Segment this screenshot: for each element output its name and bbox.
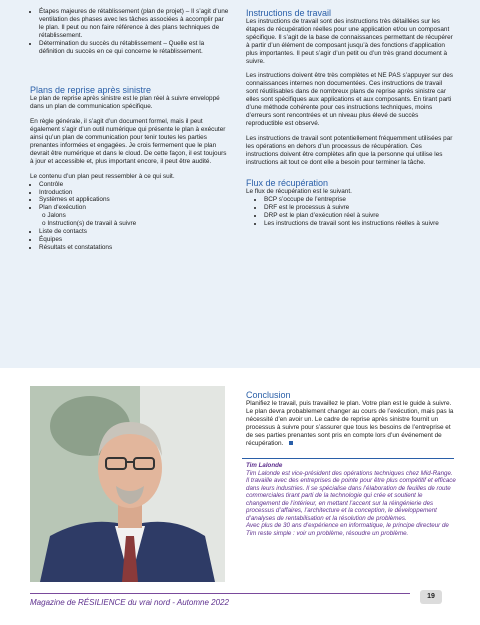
paragraph: Les instructions de travail sont potentiellement fréquemment utilisées par les opérations en dehors d’un processus de récupération. Ces instructions doivent être complètes afin que la personne qui utilise les instructions ait tout ce dont elle a besoin pour terminer la tâche. [246,134,453,166]
conclusion-text: Planifiez le travail, puis travaillez le plan. Votre plan est le guide à suivre. Le plan devra probablement changer au cours de l’exécution, mais pas la nécessité d’en avoir un. Le cadre de reprise après sinistre fournit un processus à suivre pour s’assurer que tous les besoins de l’entreprise et de ses parties prenantes sont pris en compte lors d’un événement de récupération. [246,400,454,447]
bio-paragraph: Tim Lalonde est vice-président des opérations techniques chez Mid-Range. Il travaille avec des entreprises de pointe pour être plus compétitif et efficace dans leurs industries. Il se spécialise dans l’élaboration de feuilles de route commerciales tirant parti de la technologie qui crée et soutient le changement de l’intérieur, en mettant l’accent sur la réingénierie des processus d’affaires, l’architecture et la conception, le développement d’analyses de rentabilisation et la résolution de problèmes. [246,469,456,522]
section-heading-flux: Flux de récupération [246,178,329,189]
author-bio [246,462,456,537]
section-heading-conclusion: Conclusion [246,390,291,400]
paragraph: Les instructions de travail sont des instructions très détaillées sur les étapes de récupération réelles pour une application et/ou un composant spécifique. Il s’agit de la base de connaissances permettant de récupérer à partir d’un élément de composant jusqu’à des fonctions d’application plus importantes. Il peut s’agir d’un petit ou d’un très grand document à suivre. [246,18,453,65]
list-item: • Équipes [39,236,230,244]
section-heading-plans: Plans de reprise après sinistre [30,85,152,96]
conclusion-section [246,390,458,447]
footer-divider [30,593,410,594]
list-item: • Détermination du succès du rétablissement – Quelle est la définition du succès en ce qui concerne le rétablissement. [39,40,230,56]
paragraph: Le flux de récupération est le suivant. [246,188,352,196]
list-item: • DRF est le processus à suivre [264,204,454,212]
plan-contents-list [30,181,230,213]
flux-list [246,196,454,228]
bio-paragraph: Avec plus de 30 ans d’expérience en informatique, le principe directeur de Tim reste simple : voir un problème, résoudre un problème. [246,522,449,537]
left-column [30,8,230,252]
right-column [246,8,454,228]
magazine-title: Magazine de RÉSILIENCE du vrai nord - Automne 2022 [30,598,229,607]
author-name: Tim Lalonde [246,462,283,469]
paragraph [246,400,458,447]
list-item: • Les instructions de travail sont les instructions réelles à suivre [264,220,454,228]
list-item: • Systèmes et applications [39,196,230,204]
paragraph: En règle générale, il s’agit d’un document formel, mais il peut également s’agir d’un outil numérique qui présente le plan à exécuter ainsi qu’un plan de communication pour tenir toutes les parties prenantes informées et engagées. Je crois fermement que le plan devrait être numérique et dans le cloud. De cette façon, il est toujours à jour et accessible et, plus important encore, il peut être audité. [30,118,227,165]
list-item: • Résultats et constatations [39,244,230,252]
list-item: • Contrôle [39,181,230,189]
list-item: o Jalons [42,212,66,220]
list-item: o Instruction(s) de travail à suivre [42,220,137,228]
list-item: • Étapes majeures de rétablissement (plan de projet) – Il s’agit d’une ventilation des phases avec les tâches associées à accomplir par le plan. Il peut ou non faire référence à des plans techniques de rétablissement. [39,8,230,40]
list-item: • Liste de contacts [39,228,230,236]
paragraph: Les instructions doivent être très complètes et NE PAS s’appuyer sur des connaissances internes non documentées. Ces instructions de travail sont réutilisables dans de nombreux plans de reprise après sinistre car elles sont spécifiques aux applications et aux composants. En tirant parti d’une méthode cohérente pour ces instructions techniques, moins d’erreurs sont rencontrées et un niveau plus élevé de succès reproductible est observé. [246,72,453,127]
list-item: • BCP s’occupe de l’entreprise [264,196,454,204]
section-heading-instructions: Instructions de travail [246,8,332,18]
plan-execution-sublist [30,212,230,228]
plan-contents-list-continued [30,228,230,252]
list-item: • Introduction [39,189,230,197]
top-bullet-list [30,8,230,55]
paragraph: Le contenu d’un plan peut ressembler à ce qui suit. [30,172,175,180]
page-number: 19 [420,590,442,604]
end-mark-icon [289,441,293,445]
portrait-illustration [30,386,225,582]
list-item: • Plan d’exécution [39,204,230,212]
paragraph: Le plan de reprise après sinistre est le plan réel à suivre enveloppé dans un plan de communication spécifique. [30,95,220,111]
divider [242,458,454,459]
author-photo [30,386,225,582]
list-item: • DRP est le plan d’exécution réel à suivre [264,212,454,220]
